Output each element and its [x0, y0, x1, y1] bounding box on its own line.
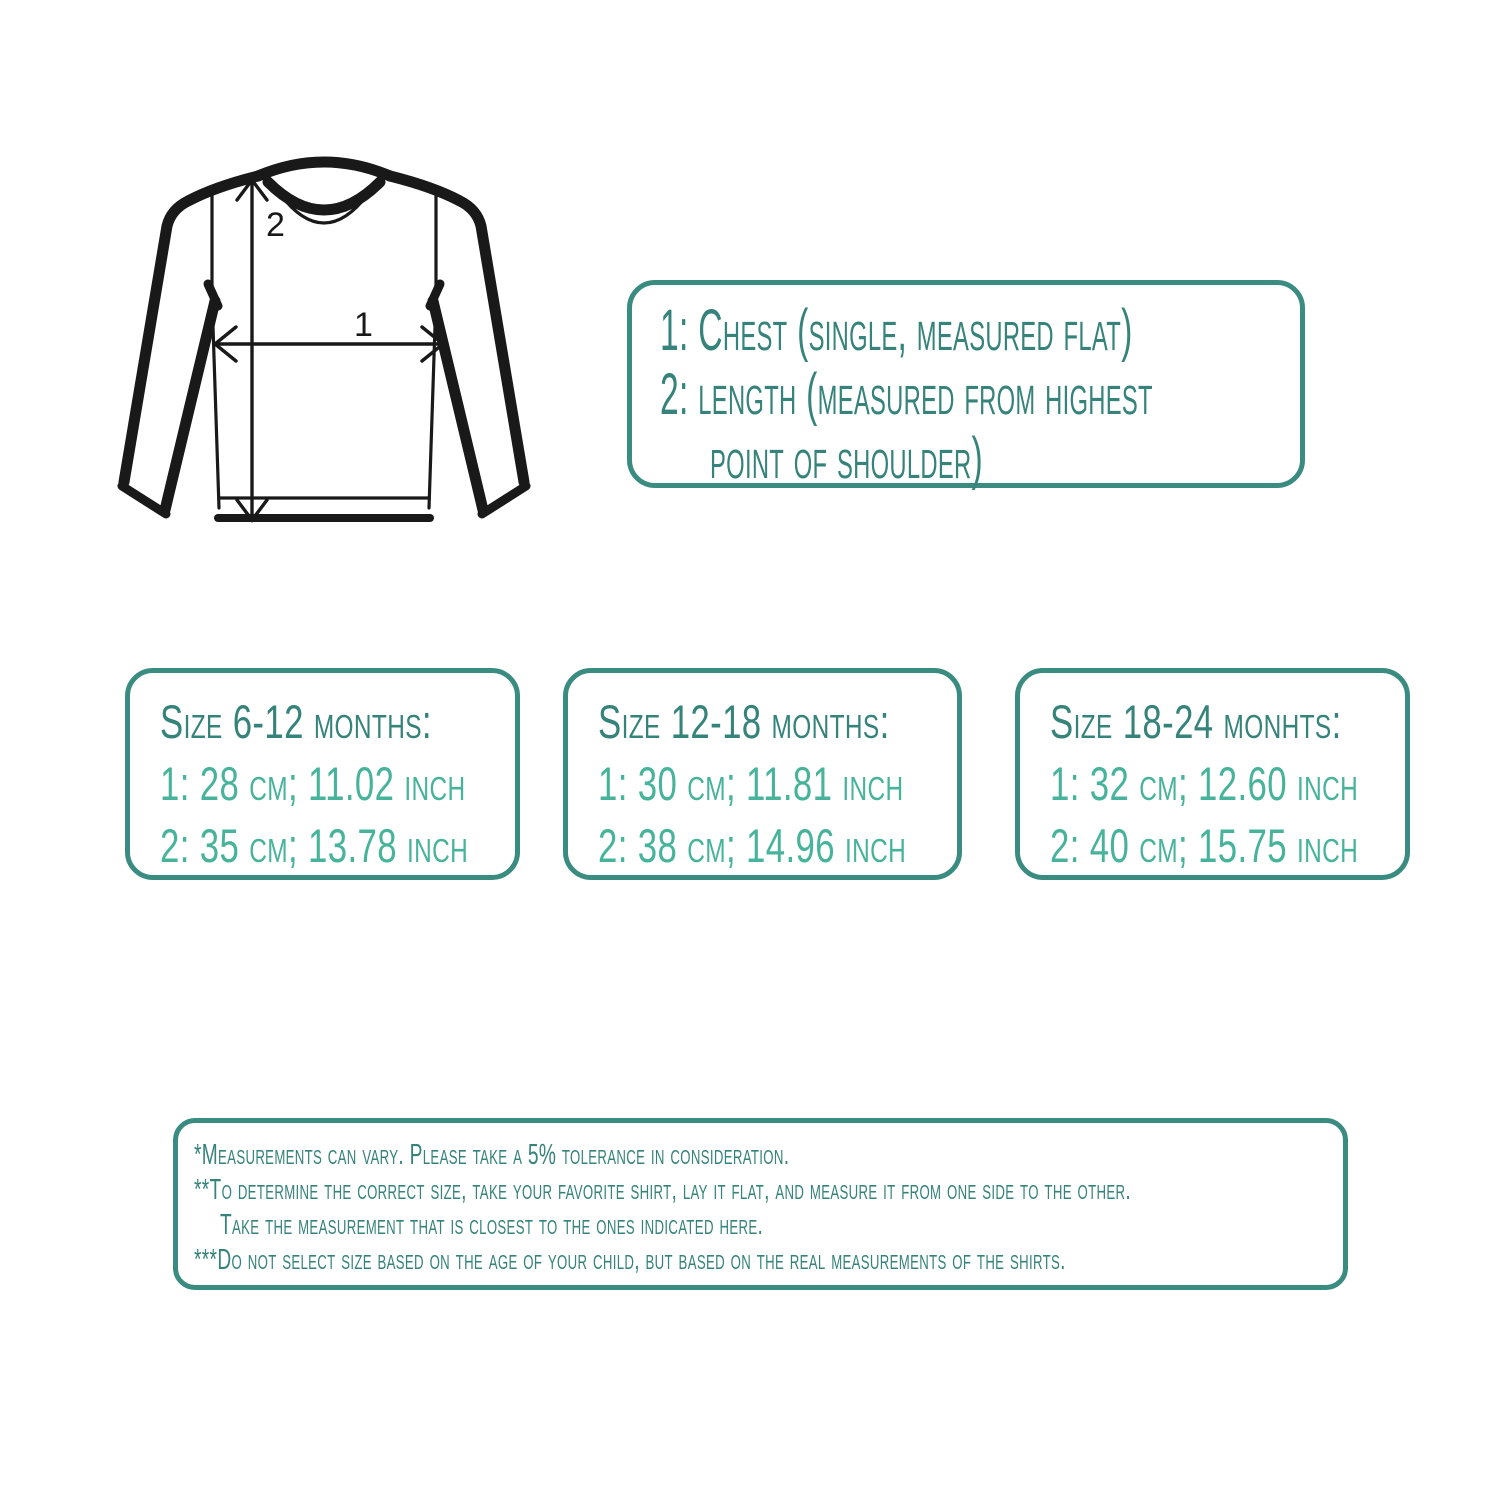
size-box-18-24-months — [1015, 668, 1410, 880]
size-title: Size 12-18 months: — [598, 695, 890, 748]
right-shoulder-sleeve-outer — [390, 176, 524, 482]
size-title: Size 18-24 monhts: — [1050, 695, 1342, 748]
shirt-svg — [108, 146, 568, 546]
footnote-box — [173, 1118, 1348, 1290]
footnote-age-warning: ***Do not select size based on the age of your child, but based on the real measurements of the shirts. — [194, 1244, 1066, 1276]
left-body-seam — [212, 196, 219, 508]
size-chest-value: 1: 32 cm; 12.60 inch — [1050, 757, 1359, 810]
footnote-how-to-measure: **To determine the correct size, take your favorite shirt, lay it flat, and measure it from one side to the other. — [194, 1174, 1131, 1206]
shirt-outline — [122, 162, 526, 518]
size-box-12-18-months — [563, 668, 962, 880]
shirt-diagram — [108, 146, 568, 546]
left-cuff — [122, 486, 166, 514]
legend-box — [627, 280, 1305, 491]
size-length-value: 2: 40 cm; 15.75 inch — [1050, 819, 1359, 872]
length-label: 2 — [266, 206, 285, 244]
left-shoulder-sleeve-outer — [124, 176, 258, 482]
size-box-6-12-months — [125, 668, 520, 880]
right-cuff — [482, 486, 526, 514]
chest-label: 1 — [354, 306, 373, 344]
size-chest-value: 1: 30 cm; 11.81 inch — [598, 757, 904, 810]
size-length-value: 2: 38 cm; 14.96 inch — [598, 819, 907, 872]
left-sleeve-inner — [165, 301, 215, 510]
footnote-tolerance: *Measurements can vary. Please take a 5% tolerance in consideration. — [194, 1139, 790, 1171]
size-length-value: 2: 35 cm; 13.78 inch — [160, 819, 469, 872]
size-title: Size 6-12 months: — [160, 695, 432, 748]
collar-outer-arc — [258, 162, 390, 176]
right-sleeve-inner — [433, 301, 483, 510]
footnote-how-to-measure-cont: Take the measurement that is closest to the ones indicated here. — [220, 1209, 764, 1241]
legend-line-length-cont: point of shoulder) — [710, 426, 983, 491]
legend-line-chest: 1: Chest (single, measured flat) — [660, 298, 1133, 363]
size-chest-value: 1: 28 cm; 11.02 inch — [160, 757, 466, 810]
measurement-arrows — [215, 180, 443, 520]
legend-line-length: 2: length (measured from highest — [660, 362, 1153, 427]
